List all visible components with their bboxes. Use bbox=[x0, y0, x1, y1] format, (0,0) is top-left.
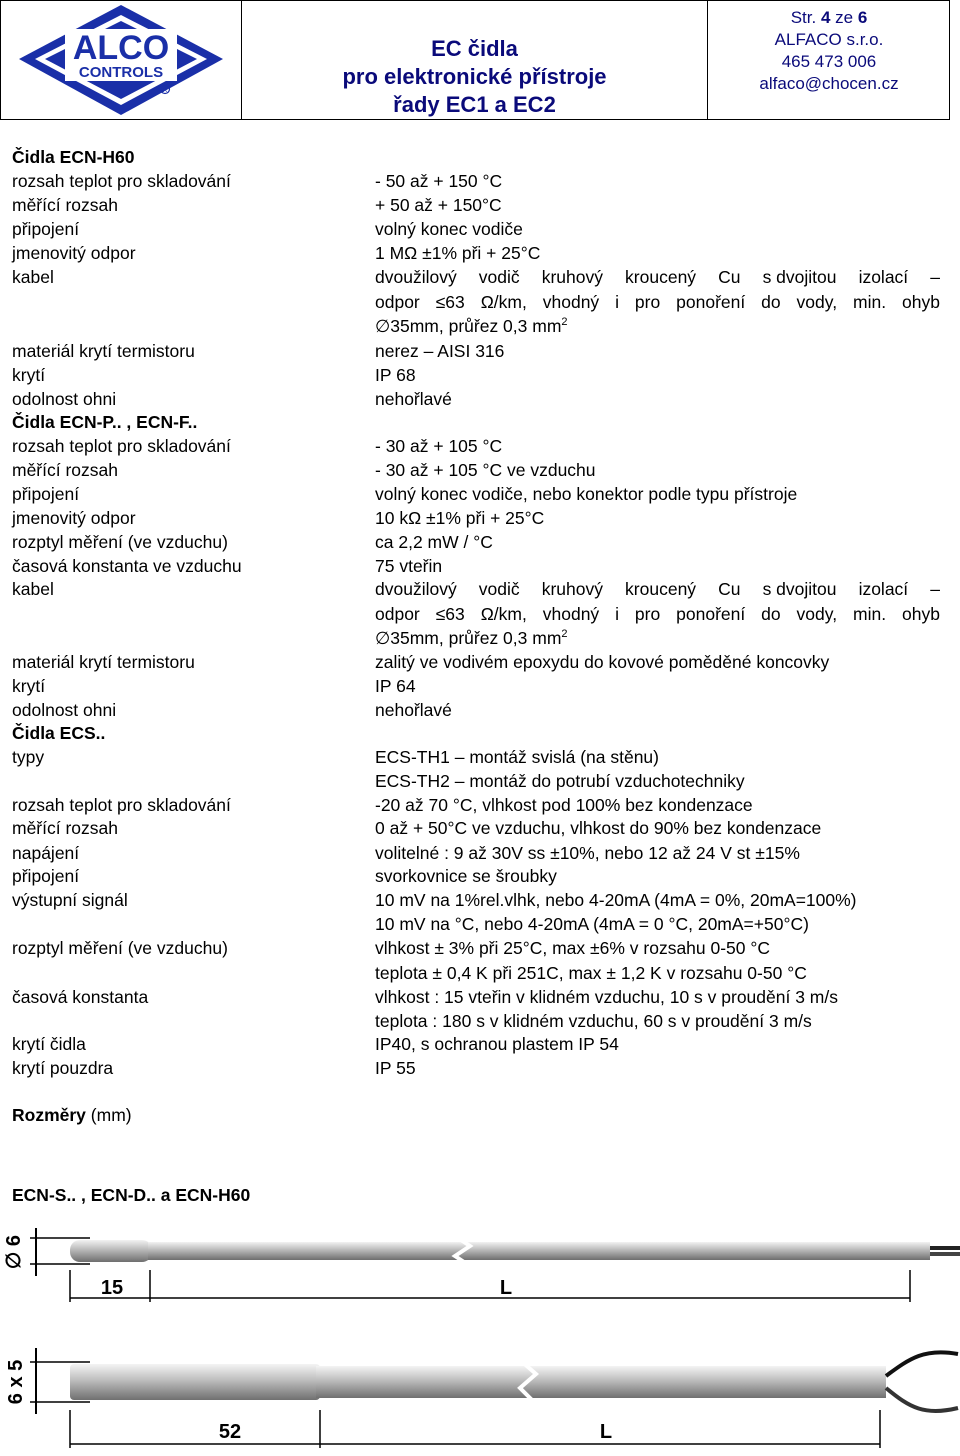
dimensions-heading bbox=[12, 1105, 132, 1126]
spec-value: volitelné : 9 až 30V ss ±10%, nebo 12 až 24 V st ±15% bbox=[375, 843, 800, 863]
word: kroucený bbox=[625, 579, 697, 599]
spec-value: nehořlavé bbox=[375, 700, 452, 720]
spec-value bbox=[375, 316, 568, 337]
company-email[interactable]: alfaco@chocen.cz bbox=[759, 74, 899, 93]
spec-label: krytí pouzdra bbox=[12, 1058, 114, 1078]
spec-value: 10 mV na °C, nebo 4-20mA (4mA = 0 °C, 20mA=+50°C) bbox=[375, 914, 809, 934]
spec-value: -20 až 70 °C, vlhkost pod 100% bez kondenzace bbox=[375, 795, 753, 815]
spec-label: připojení bbox=[12, 219, 80, 239]
title-line-1: EC čidla bbox=[431, 36, 518, 61]
word: Ω/km, bbox=[480, 292, 527, 312]
spec-value: ECS-TH1 – montáž svislá (na stěnu) bbox=[375, 747, 659, 767]
spec-label: jmenovitý odpor bbox=[12, 508, 136, 528]
spec-label: měřící rozsah bbox=[12, 460, 118, 480]
word: ohyb bbox=[901, 292, 940, 312]
spec-label: odolnost ohni bbox=[12, 389, 117, 409]
spec-label: napájení bbox=[12, 843, 80, 863]
word: s dvojitou bbox=[762, 579, 837, 599]
spec-value: nerez – AISI 316 bbox=[375, 341, 505, 361]
word: min. bbox=[853, 604, 887, 624]
spec-label: měřící rozsah bbox=[12, 195, 118, 215]
word: ≤63 bbox=[435, 292, 465, 312]
sensor-drawing-round bbox=[0, 1212, 960, 1307]
spec-value-justified bbox=[375, 579, 940, 600]
spec-value: - 30 až + 105 °C ve vzduchu bbox=[375, 460, 596, 480]
spec-value: - 50 až + 150 °C bbox=[375, 171, 503, 191]
word: Ω/km, bbox=[480, 604, 527, 624]
word: vody, bbox=[796, 604, 838, 624]
word: izolací bbox=[858, 579, 909, 599]
word: s dvojitou bbox=[762, 267, 837, 287]
spec-label: materiál krytí termistoru bbox=[12, 341, 195, 361]
diameter-label: ∅ 6 bbox=[3, 1234, 25, 1270]
spec-label: měřící rozsah bbox=[12, 818, 118, 838]
spec-value: IP 55 bbox=[375, 1058, 416, 1078]
spec-label: typy bbox=[12, 747, 45, 767]
company-info bbox=[709, 1, 949, 119]
spec-label: kabel bbox=[12, 579, 54, 599]
section-title-ecn-p-f: Čidla ECN-P.. , ECN-F.. bbox=[12, 412, 198, 432]
dimensions-subheading: ECN-S.. , ECN-D.. a ECN-H60 bbox=[12, 1185, 251, 1205]
page-header bbox=[0, 0, 950, 120]
size-label: 6 x 5 bbox=[5, 1359, 27, 1405]
wire bbox=[886, 1388, 958, 1411]
page-sep: ze bbox=[835, 8, 854, 27]
word: do bbox=[761, 292, 781, 312]
dimensions-unit: (mm) bbox=[85, 1105, 132, 1125]
spec-label: připojení bbox=[12, 866, 80, 886]
word: ohyb bbox=[901, 604, 940, 624]
spec-value: volný konec vodiče bbox=[375, 219, 523, 239]
spec-value: - 30 až + 105 °C bbox=[375, 436, 503, 456]
word: kruhový bbox=[541, 267, 603, 287]
word: vhodný bbox=[542, 604, 600, 624]
word: vodič bbox=[478, 267, 520, 287]
spec-value: ECS-TH2 – montáž do potrubí vzduchotechniky bbox=[375, 771, 745, 791]
spec-value: svorkovnice se šroubky bbox=[375, 866, 557, 886]
spec-value: vlhkost : 15 vteřin v klidném vzduchu, 10 s v proudění 3 m/s bbox=[375, 987, 838, 1007]
spec-value bbox=[375, 628, 568, 649]
spec-value: 75 vteřin bbox=[375, 556, 443, 576]
word: Cu bbox=[718, 267, 741, 287]
length-label-52: 52 bbox=[218, 1421, 242, 1443]
word: odpor bbox=[375, 292, 420, 312]
dimensions-heading-bold: Rozměry bbox=[12, 1105, 86, 1125]
word: i bbox=[615, 604, 619, 624]
section-title-ecs: Čidla ECS.. bbox=[12, 723, 106, 743]
page-current: 4 bbox=[820, 8, 831, 27]
spec-label: rozsah teplot pro skladování bbox=[12, 795, 231, 815]
spec-value: teplota ± 0,4 K při 251C, max ± 1,2 K v rozsahu 0-50 °C bbox=[375, 963, 807, 983]
spec-label: krytí čidla bbox=[12, 1034, 86, 1054]
spec-value: IP40, s ochranou plastem IP 54 bbox=[375, 1034, 619, 1054]
length-label-L: L bbox=[599, 1421, 613, 1443]
word: vody, bbox=[796, 292, 838, 312]
sensor-cable bbox=[148, 1242, 930, 1260]
spec-value: IP 64 bbox=[375, 676, 416, 696]
logo-cell bbox=[1, 1, 242, 119]
spec-value: nehořlavé bbox=[375, 389, 452, 409]
word: dvoužilový bbox=[375, 267, 457, 287]
page-total: 6 bbox=[857, 8, 868, 27]
spec-value: vlhkost ± 3% při 25°C, max ±6% v rozsahu 0-50 °C bbox=[375, 938, 771, 958]
title-line-3: řady EC1 a EC2 bbox=[393, 92, 556, 117]
value-text: ∅35mm, průřez 0,3 mm bbox=[375, 628, 562, 648]
value-text: ∅35mm, průřez 0,3 mm bbox=[375, 316, 562, 336]
word: ≤63 bbox=[435, 604, 465, 624]
spec-value: IP 68 bbox=[375, 365, 416, 385]
document-title bbox=[242, 1, 708, 119]
page-number bbox=[709, 7, 949, 29]
svg-text:R: R bbox=[162, 88, 168, 94]
spec-label: kabel bbox=[12, 267, 54, 287]
word: dvoužilový bbox=[375, 579, 457, 599]
word: ponoření bbox=[676, 604, 746, 624]
superscript: 2 bbox=[561, 628, 568, 641]
spec-label: rozptyl měření (ve vzduchu) bbox=[12, 938, 228, 958]
word: odpor bbox=[375, 604, 420, 624]
company-phone: 465 473 006 bbox=[781, 52, 877, 71]
spec-value: ca 2,2 mW / °C bbox=[375, 532, 493, 552]
length-label-L: L bbox=[499, 1277, 513, 1299]
word: pro bbox=[634, 292, 661, 312]
word: Cu bbox=[718, 579, 741, 599]
spec-label: časová konstanta ve vzduchu bbox=[12, 556, 242, 576]
spec-label: připojení bbox=[12, 484, 80, 504]
spec-value-justified bbox=[375, 292, 940, 313]
spec-value: 10 mV na 1%rel.vlhk, nebo 4-20mA (4mA = 0%, 20mA=100%) bbox=[375, 890, 857, 910]
word: min. bbox=[853, 292, 887, 312]
sensor-drawing-flat bbox=[0, 1318, 960, 1454]
wire bbox=[930, 1246, 960, 1250]
word: – bbox=[930, 267, 940, 287]
word: – bbox=[930, 579, 940, 599]
spec-label: krytí bbox=[12, 676, 46, 696]
word: ponoření bbox=[676, 292, 746, 312]
wire bbox=[930, 1252, 960, 1256]
wire bbox=[886, 1352, 958, 1376]
word: izolací bbox=[858, 267, 909, 287]
spec-value: 0 až + 50°C ve vzduchu, vlhkost do 90% bez kondenzace bbox=[375, 818, 822, 838]
word: i bbox=[615, 292, 619, 312]
sensor-tip bbox=[70, 1364, 320, 1400]
title-line-2: pro elektronické přístroje bbox=[342, 64, 607, 89]
length-label-15: 15 bbox=[100, 1277, 124, 1299]
spec-label: rozptyl měření (ve vzduchu) bbox=[12, 532, 228, 552]
section-title-ecn-h60: Čidla ECN-H60 bbox=[12, 147, 135, 167]
word: kroucený bbox=[625, 267, 697, 287]
spec-label: výstupní signál bbox=[12, 890, 128, 910]
spec-value: 10 kΩ ±1% při + 25°C bbox=[375, 508, 545, 528]
svg-text:CONTROLS: CONTROLS bbox=[78, 64, 164, 81]
word: vodič bbox=[478, 579, 520, 599]
spec-label: krytí bbox=[12, 365, 46, 385]
spec-value: teplota : 180 s v klidném vzduchu, 60 s v proudění 3 m/s bbox=[375, 1011, 812, 1031]
spec-label: jmenovitý odpor bbox=[12, 243, 136, 263]
word: pro bbox=[634, 604, 661, 624]
spec-label: materiál krytí termistoru bbox=[12, 652, 195, 672]
superscript: 2 bbox=[561, 316, 568, 329]
sensor-tip bbox=[70, 1240, 152, 1262]
spec-value: 1 MΩ ±1% při + 25°C bbox=[375, 243, 541, 263]
spec-label: rozsah teplot pro skladování bbox=[12, 171, 231, 191]
word: vhodný bbox=[542, 292, 600, 312]
spec-value: zalitý ve vodivém epoxydu do kovové poměděné koncovky bbox=[375, 652, 830, 672]
company-name: ALFACO s.r.o. bbox=[774, 30, 884, 49]
spec-value-justified bbox=[375, 267, 940, 288]
page-prefix: Str. bbox=[790, 8, 817, 27]
spec-label: odolnost ohni bbox=[12, 700, 117, 720]
svg-text:ALCO: ALCO bbox=[72, 29, 170, 67]
word: do bbox=[761, 604, 781, 624]
spec-value-justified bbox=[375, 604, 940, 625]
alco-controls-logo bbox=[1, 1, 241, 119]
word: kruhový bbox=[541, 579, 603, 599]
spec-label: časová konstanta bbox=[12, 987, 149, 1007]
sensor-cable bbox=[316, 1366, 886, 1398]
spec-value: volný konec vodiče, nebo konektor podle typu přístroje bbox=[375, 484, 798, 504]
spec-value: + 50 až + 150°C bbox=[375, 195, 502, 215]
spec-label: rozsah teplot pro skladování bbox=[12, 436, 231, 456]
